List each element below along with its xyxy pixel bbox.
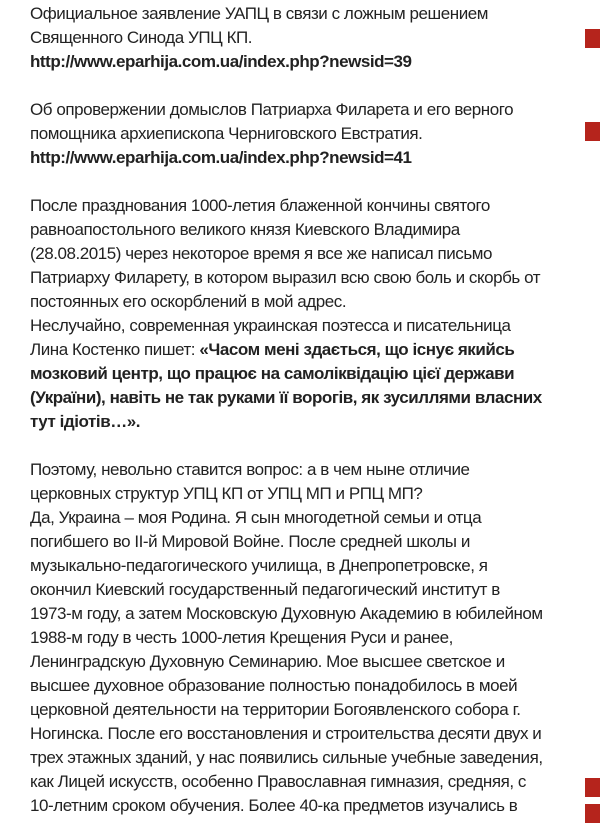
url-text xyxy=(30,146,600,170)
text-run: музыкально-педагогического училища, в Днепропетровске, я xyxy=(30,556,488,575)
text-line xyxy=(30,314,600,338)
text-run: церковных структур УПЦ КП от УПЦ МП и РПЦ МП? xyxy=(30,484,423,503)
text-line xyxy=(30,122,600,146)
blank-line xyxy=(30,434,600,458)
text-line xyxy=(30,698,600,722)
blank-line xyxy=(30,170,600,194)
text-run: помощника архиепископа Черниговского Евстратия. xyxy=(30,124,423,143)
text-line xyxy=(30,746,600,770)
text-run: Ленинградскую Духовную Семинарию. Мое высшее светское и xyxy=(30,652,505,671)
text-line xyxy=(30,506,600,530)
text-line xyxy=(30,98,600,122)
text-line xyxy=(30,650,600,674)
document-text xyxy=(30,2,600,818)
text-line xyxy=(30,626,600,650)
text-run: Лина Костенко пишет: xyxy=(30,340,200,359)
text-run: погибшего во II-й Мировой Войне. После средней школы и xyxy=(30,532,470,551)
text-run: После празднования 1000-летия блаженной кончины святого xyxy=(30,196,490,215)
text-run: Поэтому, невольно ставится вопрос: а в чем ныне отличие xyxy=(30,460,470,479)
edge-marker xyxy=(585,29,600,48)
edge-marker xyxy=(585,778,600,797)
bold-text-run: тут ідіотів…». xyxy=(30,412,141,431)
text-run: трех этажных зданий, у нас появились сильные учебные заведения, xyxy=(30,748,543,767)
text-line xyxy=(30,530,600,554)
text-line xyxy=(30,482,600,506)
text-run: 1973-м году, а затем Московскую Духовную Академию в юбилейном xyxy=(30,604,543,623)
text-run: 1988-м году в честь 1000-летия Крещения Руси и ранее, xyxy=(30,628,453,647)
url-text xyxy=(30,50,600,74)
text-line xyxy=(30,458,600,482)
bold-text-run: «Часом мені здається, що існує якийсь xyxy=(199,340,515,359)
text-line xyxy=(30,794,600,818)
bold-text-run: (України), навіть не так руками її ворогів, як зусиллями власних xyxy=(30,388,542,407)
text-line xyxy=(30,674,600,698)
text-line xyxy=(30,266,600,290)
text-run: Официальное заявление УАПЦ в связи с ложным решением xyxy=(30,4,488,23)
blank-line xyxy=(30,74,600,98)
bold-text-run: http://www.eparhija.com.ua/index.php?newsid=41 xyxy=(30,148,412,167)
text-run: окончил Киевский государственный педагогический институт в xyxy=(30,580,500,599)
text-line xyxy=(30,386,600,410)
text-run: Об опровержении домыслов Патриарха Филарета и его верного xyxy=(30,100,514,119)
text-run: Патриарху Филарету, в котором выразил всю свою боль и скорбь от xyxy=(30,268,541,287)
text-line xyxy=(30,410,600,434)
text-line xyxy=(30,722,600,746)
text-line xyxy=(30,338,600,362)
text-run: высшее духовное образование полностью понадобилось в моей xyxy=(30,676,518,695)
text-run: церковной деятельности на территории Богоявленского собора г. xyxy=(30,700,521,719)
text-run: как Лицей искусств, особенно Православная гимназия, средняя, с xyxy=(30,772,526,791)
text-line xyxy=(30,218,600,242)
edge-marker xyxy=(585,804,600,823)
text-run: Ногинска. После его восстановления и строительства десяти двух и xyxy=(30,724,542,743)
text-line xyxy=(30,770,600,794)
text-line xyxy=(30,194,600,218)
edge-marker xyxy=(585,122,600,141)
text-line xyxy=(30,290,600,314)
text-line xyxy=(30,26,600,50)
text-run: Священного Синода УПЦ КП. xyxy=(30,28,253,47)
text-line xyxy=(30,2,600,26)
text-run: Да, Украина – моя Родина. Я сын многодетной семьи и отца xyxy=(30,508,482,527)
text-line xyxy=(30,554,600,578)
text-line xyxy=(30,362,600,386)
text-run: равноапостольного великого князя Киевского Владимира xyxy=(30,220,460,239)
text-run: Неслучайно, современная украинская поэтесса и писательница xyxy=(30,316,511,335)
text-run: 10-летним сроком обучения. Более 40-ка предметов изучались в xyxy=(30,796,518,815)
text-line xyxy=(30,602,600,626)
text-line xyxy=(30,578,600,602)
text-run: постоянных его оскорблений в мой адрес. xyxy=(30,292,347,311)
bold-text-run: http://www.eparhija.com.ua/index.php?newsid=39 xyxy=(30,52,412,71)
bold-text-run: мозковий центр, що працює на самоліквідацію цієї держави xyxy=(30,364,515,383)
text-run: (28.08.2015) через некоторое время я все же написал письмо xyxy=(30,244,492,263)
text-line xyxy=(30,242,600,266)
